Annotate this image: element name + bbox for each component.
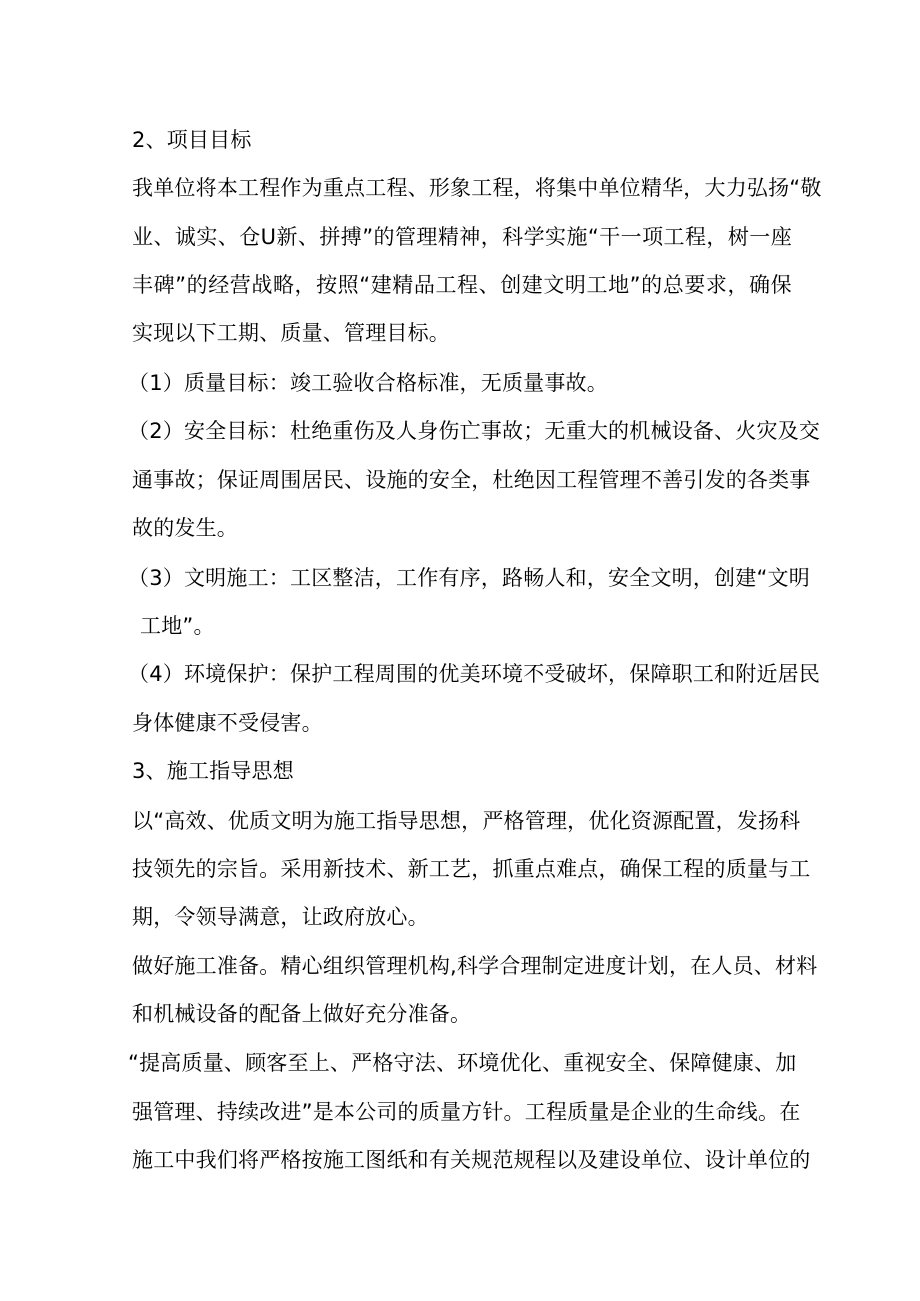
paragraph-line: 通 事 故 ； 保 证 周 围 居 民 、 设 施 的 安 全 ， 杜 绝 因 工 程 管 理 不 善 引 发 的 各 类 事 xyxy=(132,468,811,492)
paragraph-line: “ 提 高 质 量 、 顾 客 至 上 、 严 格 守 法 、 环 境 优 化 、 重 视 安 全 、 保 障 健 康 、 加 xyxy=(128,1051,797,1075)
list-item: （ 3 ） 文 明 施 工 ： 工 区 整 洁 ， 工 作 有 序 ， 路 畅 人 和 ， 安 全 文 明 ， 创 建 “ 文 明 xyxy=(128,566,810,590)
section-heading: 2、项目目标 xyxy=(132,128,252,152)
list-item: （ 2 ） 安 全 目 标 ： 杜 绝 重 伤 及 人 身 伤 亡 事 故 ； 无 重 大 的 机 械 设 备 、 火 灾 及 交 xyxy=(128,419,821,443)
paragraph-line: 期，令领导满意，让政府放心。 xyxy=(132,905,429,929)
paragraph-line: 工地”。 xyxy=(140,614,215,638)
list-item: （ 4 ） 环 境 保 护 ： 保 护 工 程 周 围 的 优 美 环 境 不 受 破 坏 ， 保 障 职 工 和 附 近 居 民 xyxy=(128,662,821,686)
paragraph-line: 强 管 理 、 持 续 改 进 ” 是 本 公 司 的 质 量 方 针 。 工 程 质 量 是 企 业 的 生 命 线 。 在 xyxy=(132,1100,801,1124)
paragraph-line: 以 “ 高 效 、 优 质 文 明 为 施 工 指 导 思 想 ， 严 格 管 理 ， 优 化 资 源 配 置 ， 发 扬 科 xyxy=(132,809,801,833)
section-heading: 3、施工指导思想 xyxy=(132,759,294,783)
paragraph-line: 我 单 位 将 本 工 程 作 为 重 点 工 程 、 形 象 工 程 ， 将 集 中 单 位 精 华 ， 大 力 弘 扬 “ 敬 xyxy=(132,176,822,200)
paragraph-line: 技 领 先 的 宗 旨 。 采 用 新 技 术 、 新 工 艺 ， 抓 重 点 难 点 ， 确 保 工 程 的 质 量 与 工 xyxy=(132,857,811,881)
paragraph-line: 施 工 中 我 们 将 严 格 按 施 工 图 纸 和 有 关 规 范 规 程 以 及 建 设 单 位 、 设 计 单 位 的 xyxy=(132,1148,811,1172)
paragraph-line: 业 、 诚 实 、 仓 U 新 、 拼 搏 ” 的 管 理 精 神 ， 科 学 实 施 “ 干 一 项 工 程 ， 树 一 座 xyxy=(132,225,792,249)
list-item: （1）质量目标：竣工验收合格标准，无质量事故。 xyxy=(128,371,608,395)
paragraph-line: 做 好 施 工 准 备 。 精 心 组 织 管 理 机 构 , 科 学 合 理 制 定 进 度 计 划 ， 在 人 员 、 材 料 xyxy=(132,954,818,978)
paragraph-line: 丰 碑 ” 的 经 营 战 略 ， 按 照 “ 建 精 品 工 程 、 创 建 文 明 工 地 ” 的 总 要 求 ， 确 保 xyxy=(132,273,792,297)
paragraph-line: 实现以下工期、质量、管理目标。 xyxy=(132,321,450,345)
paragraph-line: 身体健康不受侵害。 xyxy=(132,711,323,735)
paragraph-line: 和机械设备的配备上做好充分准备。 xyxy=(132,1002,472,1026)
paragraph-line: 故的发生。 xyxy=(132,516,238,540)
